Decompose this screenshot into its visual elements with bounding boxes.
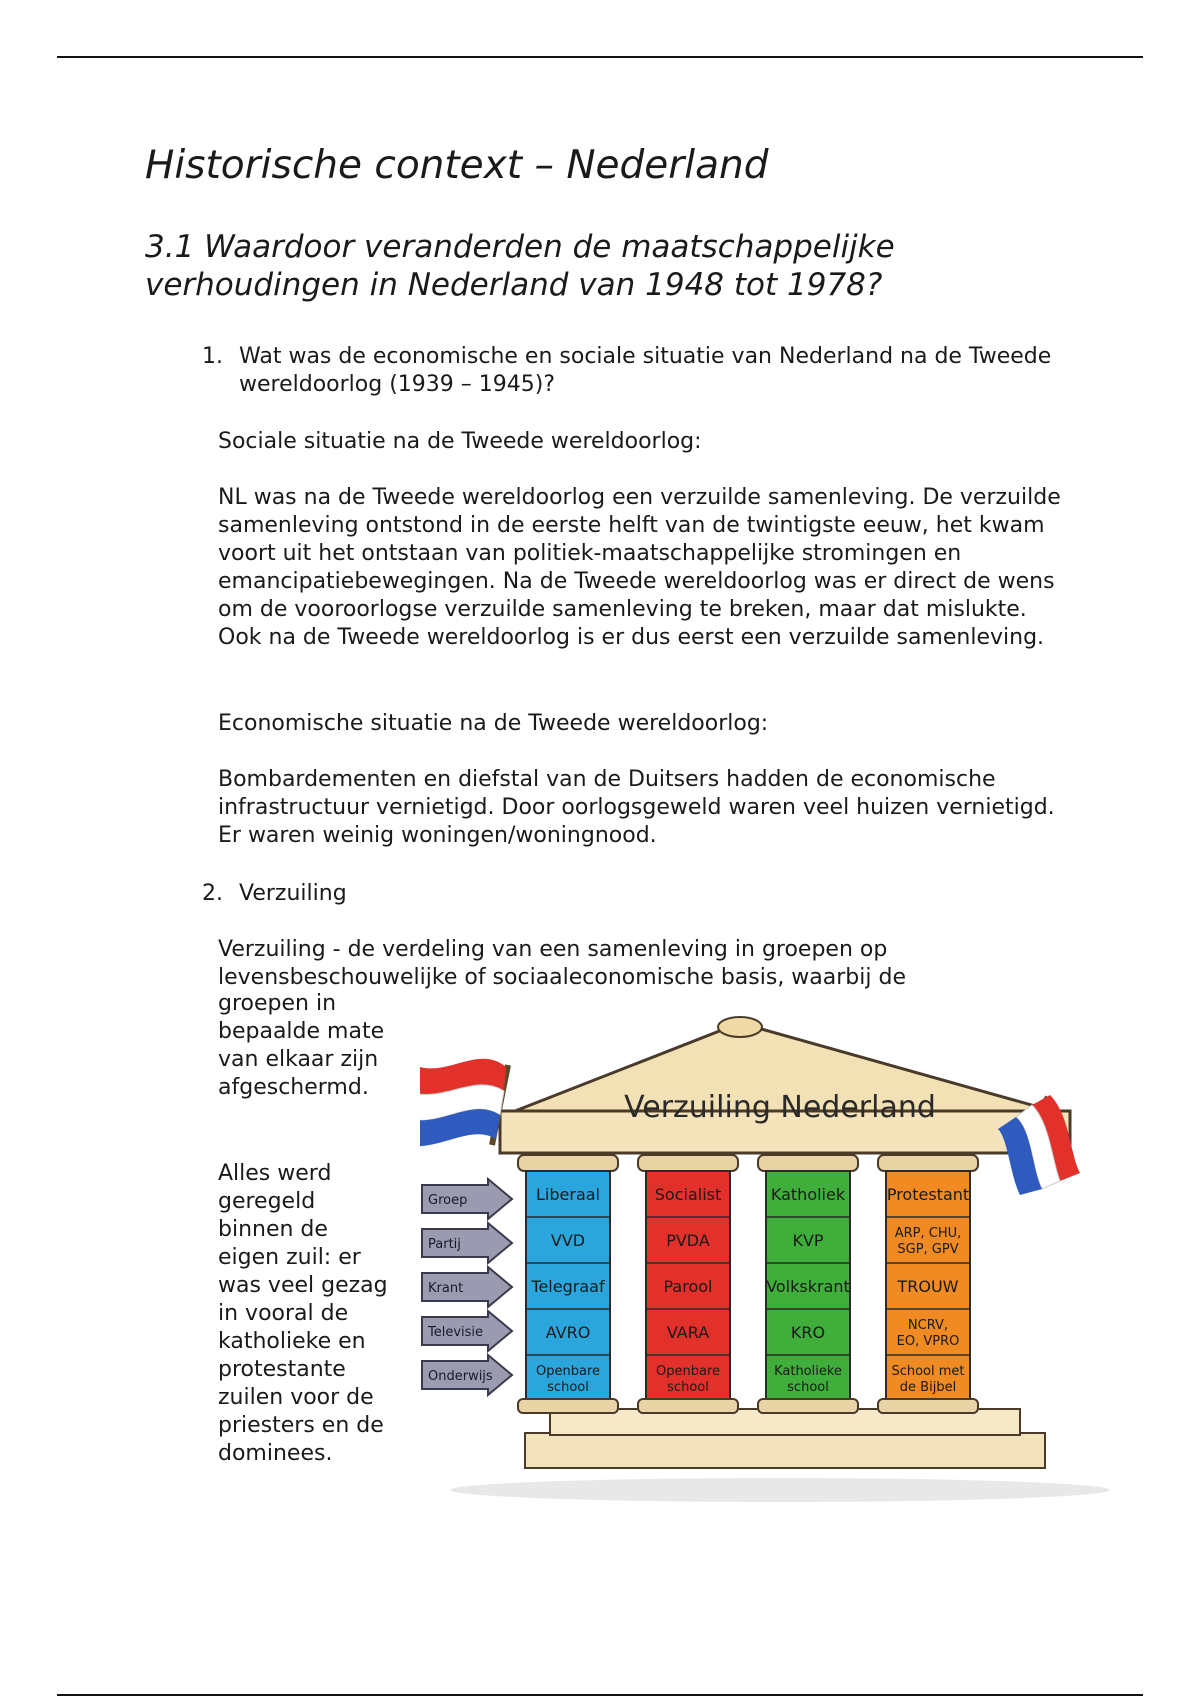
definition-line: Verzuiling - de verdeling van een samenleving in groepen op levensbeschouwelijke of sociaaleconomische basis, waarbij de (218, 937, 906, 990)
verzuiling-temple-svg (420, 1005, 1140, 1505)
pillar-cell-text: Parool (663, 1277, 713, 1296)
temple-base-step (525, 1433, 1045, 1468)
row-label-text: Krant (428, 1281, 464, 1296)
pillar-cell-text: KRO (790, 1323, 826, 1342)
pillar-cell-text: Liberaal (536, 1185, 600, 1204)
pillars (518, 1155, 978, 1413)
pillar-cell-text: Telegraaf (531, 1277, 605, 1296)
temple-title: Verzuiling Nederland (624, 1090, 936, 1125)
pillar-cell-text: Volkskrant (766, 1277, 850, 1296)
pillar-plinth (758, 1399, 858, 1413)
row-label-arrow (422, 1267, 512, 1307)
pillar-cell-text: Openbare school (536, 1364, 600, 1395)
row-label-text: Groep (428, 1193, 468, 1208)
pillar-cell-text: ARP, CHU, SGP, GPV (894, 1226, 962, 1257)
pillar-capital (638, 1155, 738, 1171)
pillar (638, 1155, 738, 1413)
row-label-text: Partij (428, 1237, 461, 1252)
question-1-text: Wat was de economische en sociale situatie van Nederland na de Tweede wereldoorlog (1939 – 1945)? (239, 344, 1052, 397)
row-label-arrow (422, 1223, 512, 1263)
row-labels (422, 1179, 512, 1395)
pillar-cell-text: Katholieke school (774, 1364, 842, 1395)
row-label-text: Onderwijs (428, 1369, 493, 1384)
pillar (758, 1155, 858, 1413)
question-2-text: Verzuiling (239, 881, 347, 906)
pillar (518, 1155, 618, 1413)
definition-rest: groepen in bepaalde mate van elkaar zijn afgeschermd. (218, 991, 385, 1100)
pillar-plinth (878, 1399, 978, 1413)
pillar-authority-paragraph: Alles werd geregeld binnen de eigen zuil: er was veel gezag in vooral de katholieke en protestante zuilen voor de priesters en de dominees. (218, 1161, 388, 1466)
row-label-text: Televisie (428, 1325, 484, 1340)
social-heading: Sociale situatie na de Tweede wereldoorlog: (218, 429, 702, 454)
row-label-arrow (422, 1311, 512, 1351)
pillar-cell-text: Openbare school (656, 1364, 720, 1395)
pillar-plinth (638, 1399, 738, 1413)
bottom-rule (57, 1694, 1143, 1696)
pillar-cell-text: NCRV, EO, VPRO (896, 1318, 960, 1349)
section-title: 3.1 Waardoor veranderden de maatschappelijke verhoudingen in Nederland van 1948 tot 1978? (145, 229, 895, 303)
economic-paragraph: Bombardementen en diefstal van de Duitsers hadden de economische infrastructuur vernietigd. Door oorlogsgeweld waren veel huizen vernietigd. Er waren weinig woningen/woningnood. (218, 767, 1055, 848)
pillar-cell-text: School met de Bijbel (891, 1364, 965, 1395)
pillar (878, 1155, 978, 1413)
social-paragraph: NL was na de Tweede wereldoorlog een verzuilde samenleving. De verzuilde samenleving ontstond in de eerste helft van de twintigste eeuw, het kwam voort uit het ontstaan van politiek-maatschappelijke stromingen en emancipatiebewegingen. Na de Tweede wereldoorlog was er direct de wens om de vooroorlogse verzuilde samenleving te breken, maar dat mislukte. Ook na de Tweede wereldoorlog is er dus eerst een verzuilde samenleving. (218, 485, 1061, 650)
pillar-cell-text: KVP (792, 1231, 824, 1250)
pillar-cell-text: Socialist (654, 1185, 722, 1204)
top-rule (57, 56, 1143, 58)
pillar-cell-text: PVDA (666, 1231, 710, 1250)
pillar-capital (518, 1155, 618, 1171)
row-label-arrow (422, 1355, 512, 1395)
pillar-plinth (518, 1399, 618, 1413)
document-title: Historische context – Nederland (145, 143, 769, 188)
pillar-capital (758, 1155, 858, 1171)
pillar-capital (878, 1155, 978, 1171)
economic-heading: Economische situatie na de Tweede wereldoorlog: (218, 711, 769, 736)
roof-ornament (718, 1017, 762, 1037)
verzuiling-illustration (420, 1005, 1140, 1505)
pillar-cell-text: Katholiek (770, 1185, 846, 1204)
pillar-cell-text: TROUW (897, 1277, 959, 1296)
ground-shadow (450, 1478, 1110, 1502)
pillar-cell-text: VARA (666, 1323, 710, 1342)
question-2-number: 2. (202, 881, 223, 906)
row-label-arrow (422, 1179, 512, 1219)
question-1-number: 1. (202, 344, 223, 369)
pillar-cell-text: Protestant (886, 1185, 970, 1204)
pillar-cell-text: AVRO (545, 1323, 591, 1342)
pillar-cell-text: VVD (550, 1231, 586, 1250)
